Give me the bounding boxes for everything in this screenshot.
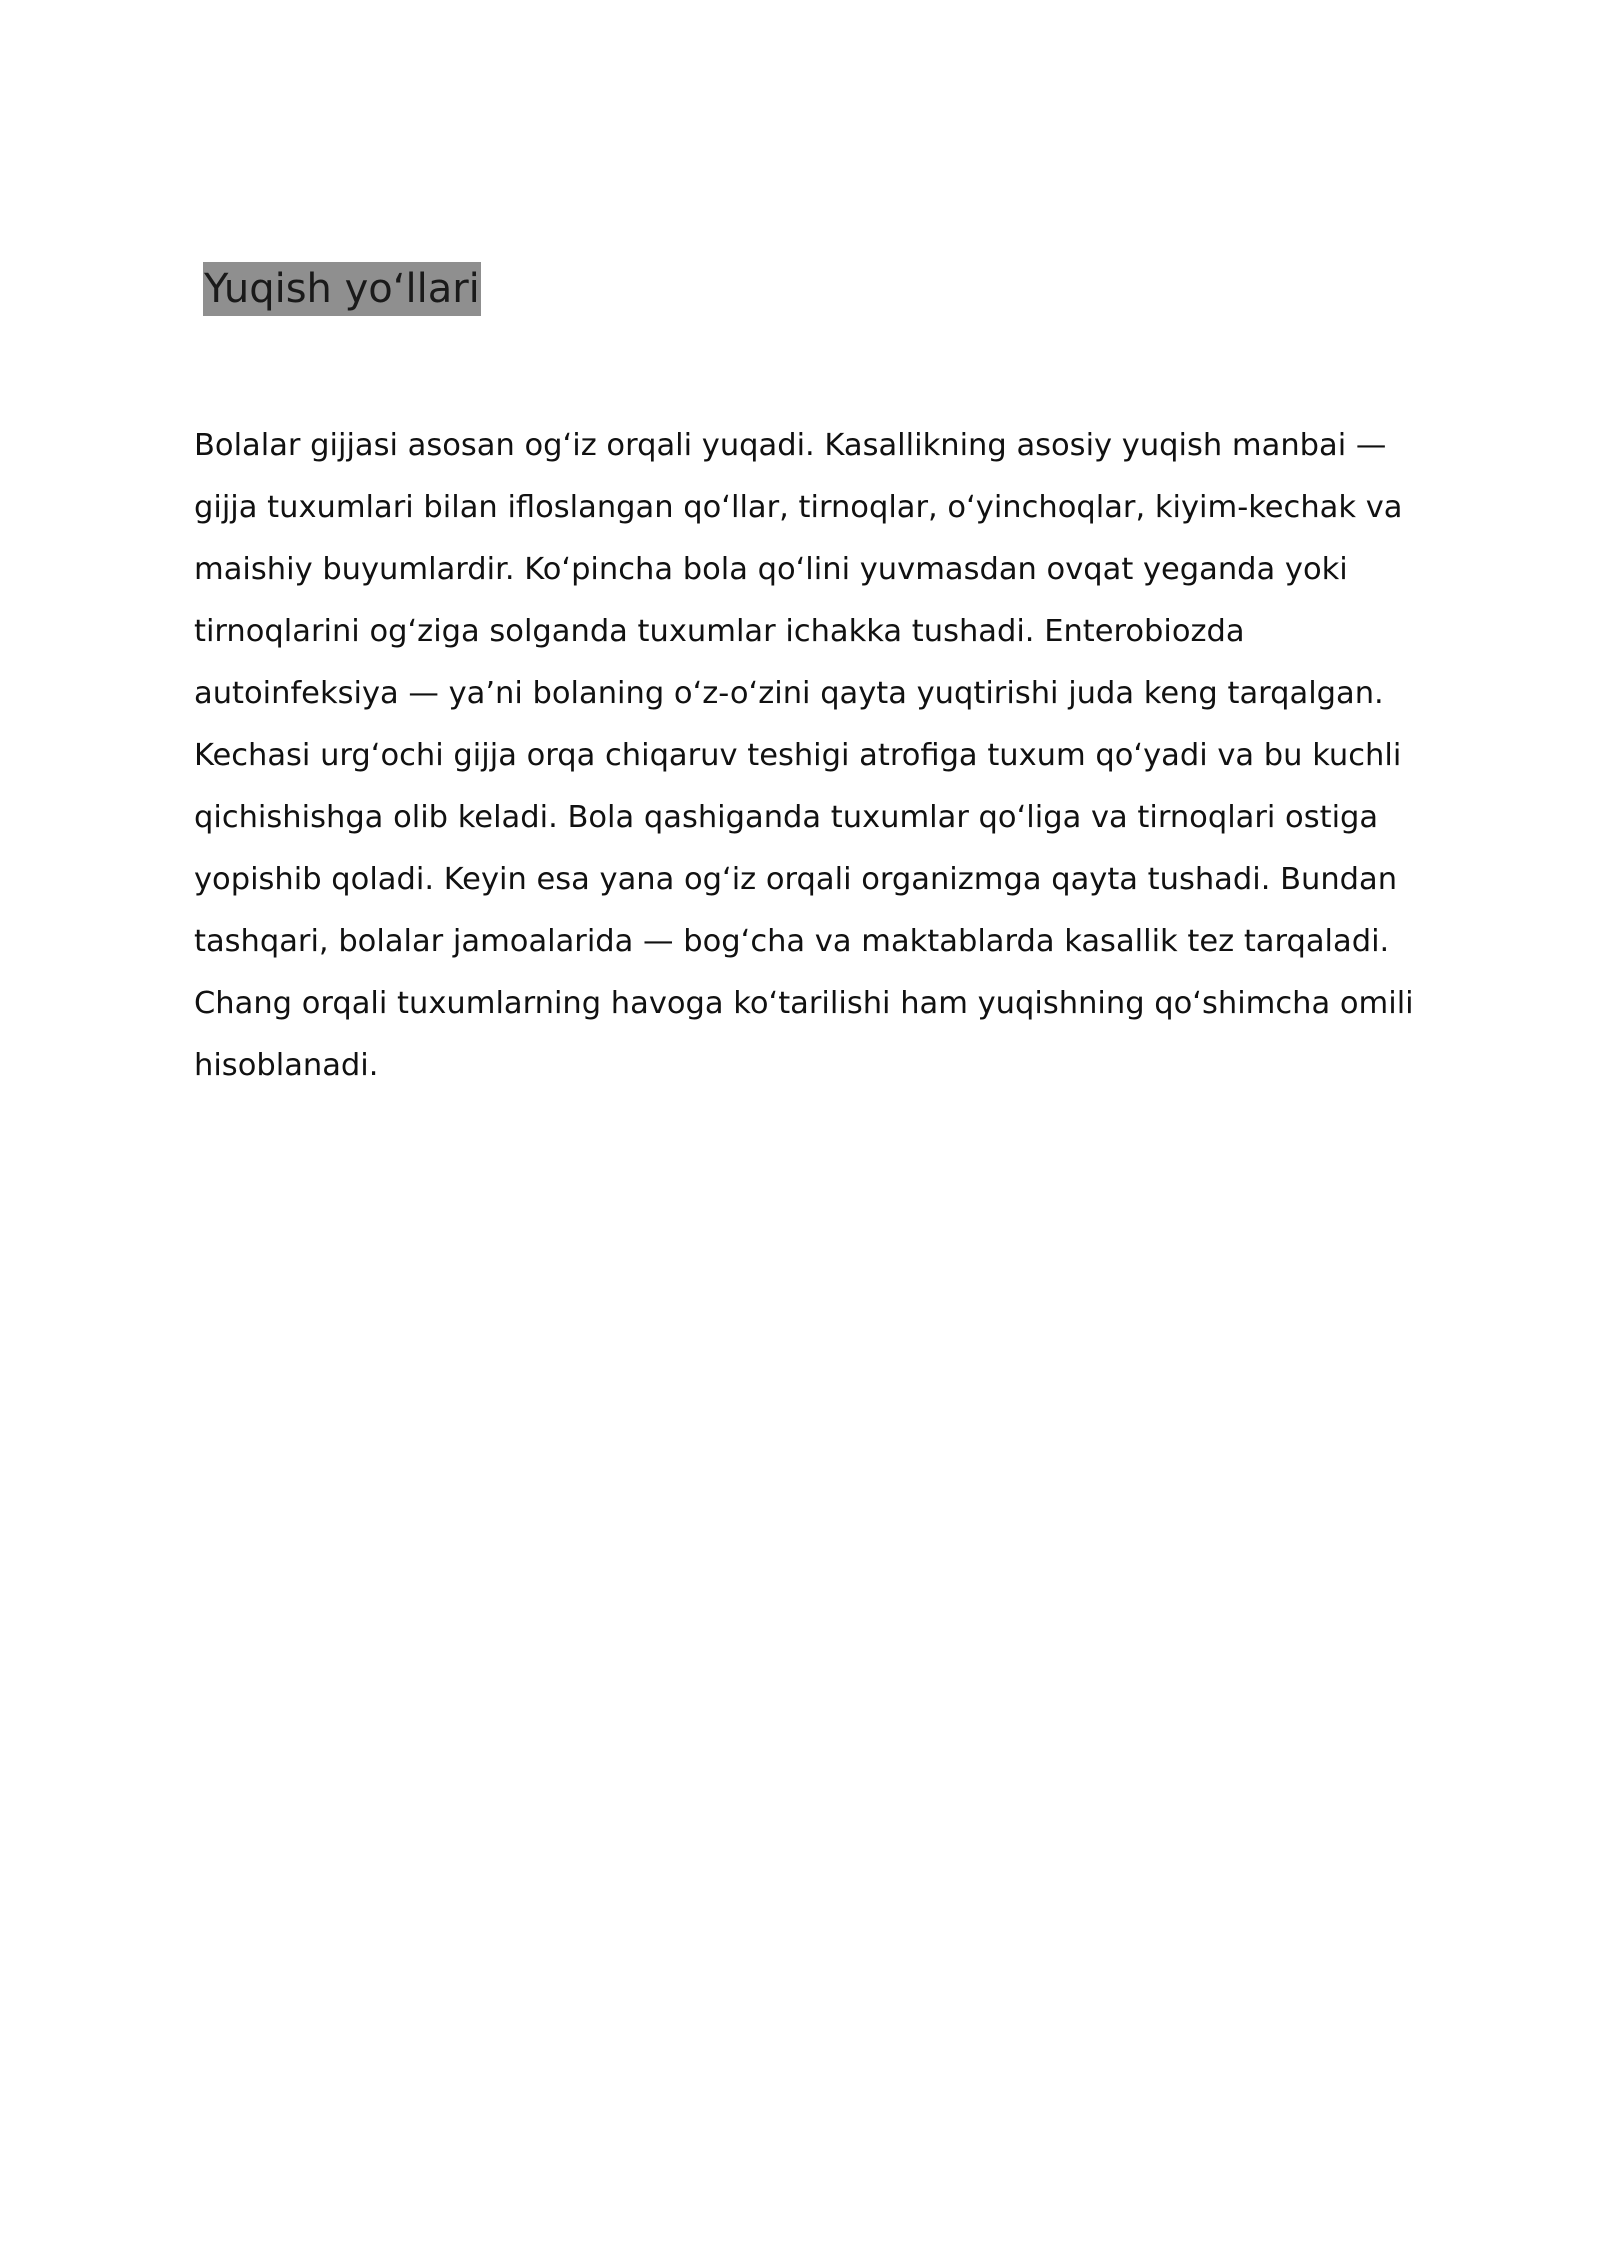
section-heading: Yuqish yo‘llari [203,262,481,316]
body-paragraph: Bolalar gijjasi asosan og‘iz orqali yuqadi. Kasallikning asosiy yuqish manbai — gijja tuxumlari bilan ifloslangan qo‘llar, tirnoqlar, o‘yinchoqlar, kiyim-kechak va maishiy buyumlardir. Ko‘pincha bola qo‘lini yuvmasdan ovqat yeganda yoki tirnoqlarini og‘ziga solganda tuxumlar ichakka tushadi. Enterobiozda autoinfeksiya — ya’ni bolaning o‘z-o‘zini qayta yuqtirishi juda keng tarqalgan. Kechasi urg‘ochi gijja orqa chiqaruv teshigi atrofiga tuxum qo‘yadi va bu kuchli qichishishga olib keladi. Bola qashiganda tuxumlar qo‘liga va tirnoqlari ostiga yopishib qoladi. Keyin esa yana og‘iz orqali organizmga qayta tushadi. Bundan tashqari, bolalar jamoalarida — bog‘cha va maktablarda kasallik tez tarqaladi. Chang orqali tuxumlarning havoga ko‘tarilishi ham yuqishning qo‘shimcha omili hisoblanadi. [194,428,1414,1083]
